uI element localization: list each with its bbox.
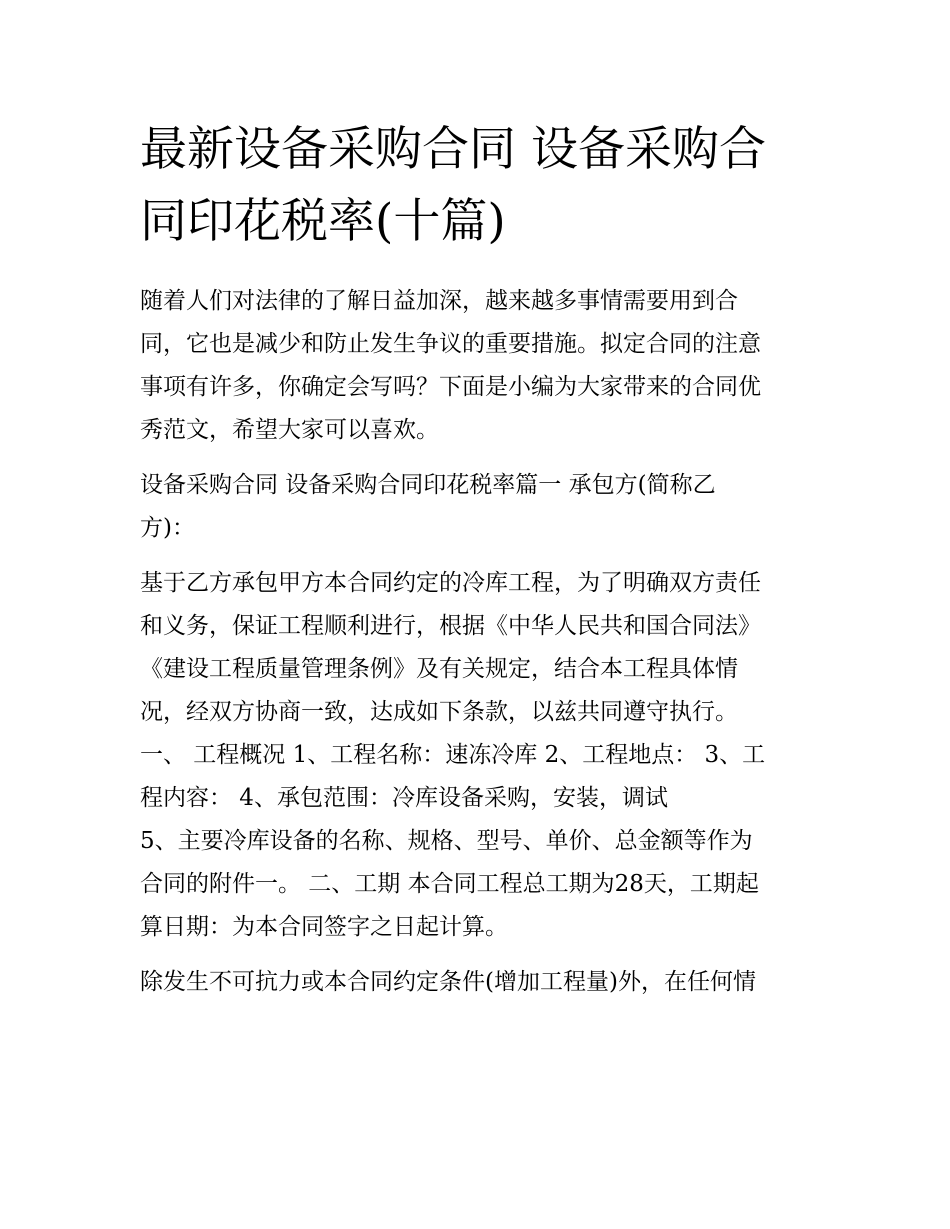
body-line: 同，它也是减少和防止发生争议的重要措施。拟定合同的注意 bbox=[140, 331, 761, 357]
body-line: 一、 工程概况 1、工程名称：速冻冷库 2、工程地点： 3、工 bbox=[140, 742, 766, 768]
paragraph-gap bbox=[140, 452, 820, 464]
body-line: 5、主要冷库设备的名称、规格、型号、单价、总金额等作为 bbox=[140, 828, 753, 854]
document-title bbox=[140, 114, 820, 258]
paragraph-contract-basis bbox=[140, 562, 820, 949]
body-line: 事项有许多，你确定会写吗？下面是小编为大家带来的合同优 bbox=[140, 374, 761, 400]
body-line: 和义务，保证工程顺利进行，根据《中华人民共和国合同法》 bbox=[140, 613, 761, 639]
paragraph-force-majeure bbox=[140, 961, 820, 1004]
paragraph-gap bbox=[140, 949, 820, 961]
document-body bbox=[140, 280, 820, 1004]
body-line: 《建设工程质量管理条例》及有关规定，结合本工程具体情 bbox=[140, 656, 738, 682]
title-line-2: 同印花税率(十篇) bbox=[140, 194, 506, 249]
body-line: 基于乙方承包甲方本合同约定的冷库工程，为了明确双方责任 bbox=[140, 570, 761, 596]
body-line: 设备采购合同 设备采购合同印花税率篇一 承包方(简称乙 bbox=[140, 472, 716, 498]
body-line: 方)： bbox=[140, 515, 195, 541]
body-line: 程内容： 4、承包范围：冷库设备采购，安装，调试 bbox=[140, 785, 668, 811]
body-line: 算日期：为本合同签字之日起计算。 bbox=[140, 914, 508, 940]
body-line: 况，经双方协商一致，达成如下条款，以兹共同遵守执行。 bbox=[140, 699, 738, 725]
body-line: 随着人们对法律的了解日益加深，越来越多事情需要用到合 bbox=[140, 288, 738, 314]
paragraph-heading bbox=[140, 464, 820, 550]
paragraph-intro bbox=[140, 280, 820, 452]
paragraph-gap bbox=[140, 550, 820, 562]
body-line: 合同的附件一。 二、工期 本合同工程总工期为28天，工期起 bbox=[140, 871, 759, 897]
body-line: 除发生不可抗力或本合同约定条件(增加工程量)外，在任何情 bbox=[140, 969, 756, 995]
body-line: 秀范文，希望大家可以喜欢。 bbox=[140, 417, 439, 443]
title-line-1: 最新设备采购合同 设备采购合 bbox=[140, 122, 766, 177]
